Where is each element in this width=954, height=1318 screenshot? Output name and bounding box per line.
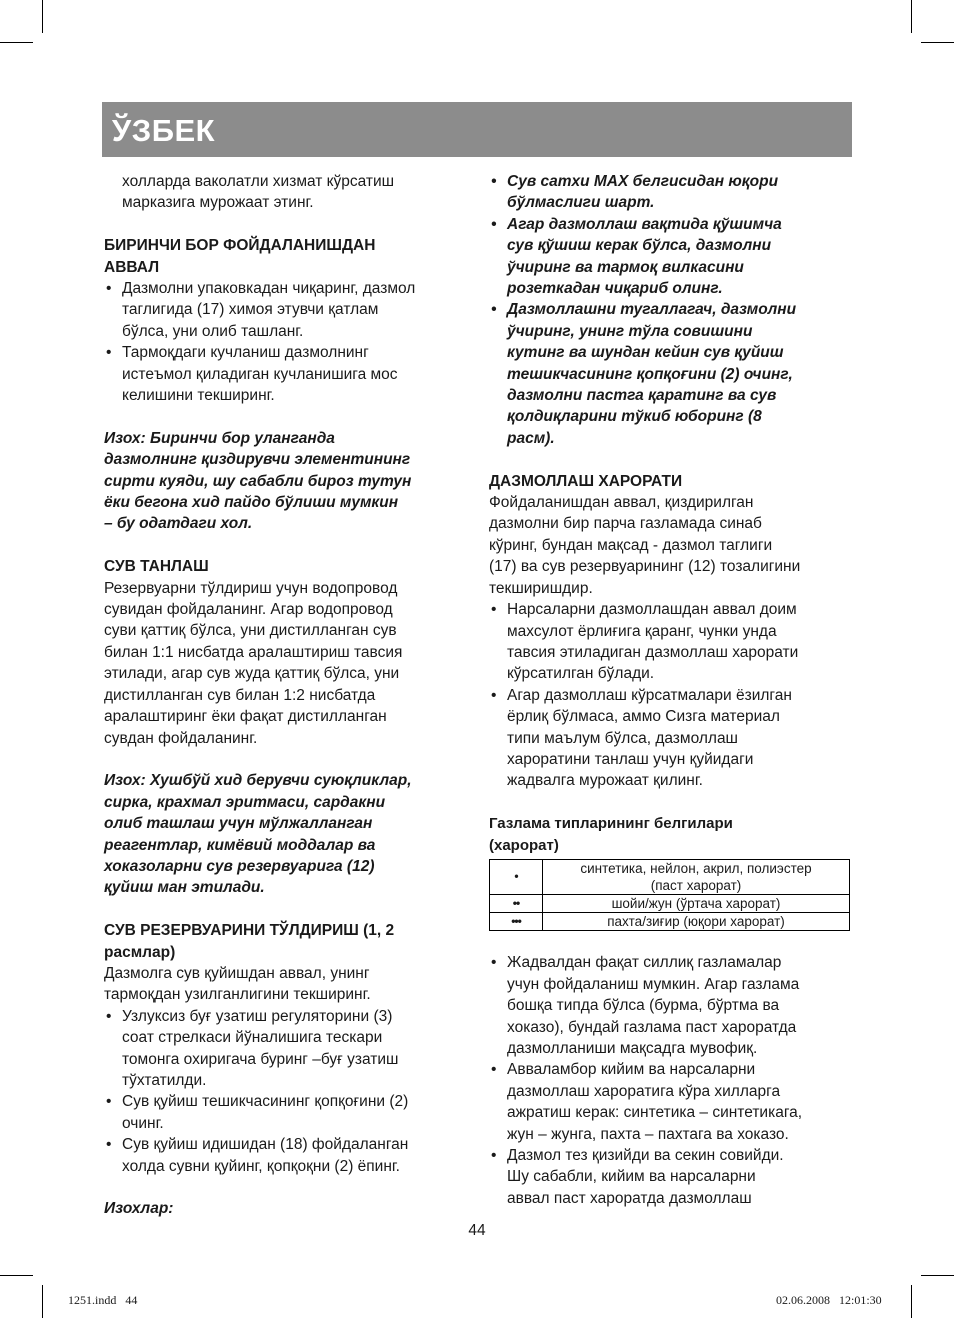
- crop-mark: [0, 42, 33, 43]
- temperature-list: [489, 599, 853, 792]
- page-number: 44: [468, 1222, 486, 1239]
- water-choice-text: Резервуарни тўлдириш учун водопровод сувидан фойдаланинг. Агар водопровод суви қаттиқ бўлса, уни дистилланган сув билан 1:1 нисбатда аралаштириш тавсия этилади, агар сув жуда қаттиқ бўлса, уни дистилланган сув билан 1:2 нисбатда аралаштиринг ёки фақат дистилланган сувдан фойдаланинг.: [104, 579, 403, 747]
- temperature-text: Фойдаланишдан аввал, қиздирилган дазмолни бир парча газламада синаб кўринг, бундан мақсад - дазмол таглиги (17) ва сув резервуарининг (12) тозалигини текширишдир.: [489, 494, 801, 597]
- first-use-heading: БИРИНЧИ БОР ФОЙДАЛАНИШДАН АВВАЛ: [104, 237, 376, 276]
- list-item: • Дазмолни упаковкадан чиқаринг, дазмол таглигида (17) химоя этувчи қатлам бўлса, уни олиб ташланг.: [104, 278, 464, 342]
- crop-mark: [0, 1275, 33, 1276]
- fabric-table: [489, 859, 850, 931]
- list-item: • Жадвалдан фақат силлиқ газламалар учун фойдаланиш мумкин. Агар газлама бошқа типда бўлса (бурма, бўртма ва хоказо), бундай газлама паст хароратда дазмолланиши мақсадга мувофиқ.: [489, 952, 853, 1059]
- fabric-cell: шойи/жун (ўртача харорат): [543, 894, 850, 912]
- list-item: • Авваламбор кийим ва нарсаларни дазмоллаш хароратига кўра хилларга ажратиш керак: синтетика – синтетикага, жун – жунга, пахта – пахтага ва хоказо.: [489, 1059, 853, 1145]
- language-title: ЎЗБЕК: [112, 113, 216, 148]
- list-item: • Дазмоллашни тугаллагач, дазмолни ўчиринг, унинг тўла совишини кутинг ва шундан кейин сув қуйиш тешикчасининг қопқоғини (2) очинг, дазмолни пастга қаратинг ва сув қолдиқларини тўкиб юборинг (8 расм).: [489, 299, 853, 449]
- notes-list: [489, 171, 853, 449]
- table-row: [490, 912, 850, 930]
- water-choice-heading: СУВ ТАНЛАШ: [104, 558, 209, 576]
- list-item: • Агар дазмоллаш вақтида қўшимча сув қўшиш керак бўлса, дазмолни ўчиринг ва тармоқ вилкасини розеткадан чиқариб олинг.: [489, 214, 853, 300]
- temperature-heading: ДАЗМОЛЛАШ ХАРОРАТИ: [489, 472, 683, 490]
- list-item: • Сув қуйиш идишидан (18) фойдаланган холда сувни қуйинг, қопқоқни (2) ёпинг.: [104, 1134, 464, 1177]
- list-item: • Нарсаларни дазмоллашдан аввал доим махсулот ёрлиғига қаранг, чунки унда тавсия этиладиган дазмоллаш харорати кўрсатилган бўлади.: [489, 599, 853, 685]
- list-item: • Сув қуйиш тешикчасининг қопқоғини (2) очинг.: [104, 1091, 464, 1134]
- crop-mark: [42, 1285, 43, 1318]
- crop-mark: [42, 0, 43, 33]
- crop-mark: [921, 1275, 954, 1276]
- notes-label: Изохлар:: [104, 1200, 174, 1218]
- fabric-heading: Газлама типларининг белгилари (харорат): [489, 815, 733, 854]
- fabric-cell: синтетика, нейлон, акрил, полиэстер (паст харорат): [543, 859, 850, 894]
- fabric-list: [489, 952, 853, 1209]
- fill-heading: СУВ РЕЗЕРВУАРИНИ ТЎЛДИРИШ (1, 2 расмлар): [104, 922, 395, 961]
- fill-text: Дазмолга сув қуйишдан аввал, унинг тармоқдан узилганлигини текширинг.: [104, 964, 371, 1004]
- first-use-note: Изох: Биринчи бор уланганда дазмолнинг қиздирувчи элементининг сирти куяди, шу сабабли бироз тутун ёки бегона хид пайдо бўлиши мумкин – бу одатдаги хол.: [104, 429, 412, 533]
- list-item: • Узлуксиз буғ узатиш регуляторини (3) соат стрелкаси йўналишига тескари томонга охиригача буринг –буғ узатиш тўхтатилди.: [104, 1006, 464, 1092]
- temperature-symbol: •: [490, 859, 543, 894]
- language-header-bar: [102, 102, 852, 157]
- footer-timestamp: 02.06.2008 12:01:30: [776, 1293, 882, 1307]
- temperature-symbol: •••: [490, 912, 543, 930]
- water-choice-note: Изох: Хушбўй хид берувчи суюқликлар, сирка, крахмал эритмаси, сардакни олиб ташлаш учун мўлжалланган реагентлар, кимёвий моддалар ва хоказоларни сув резервуарига (12) қуйиш ман этилади.: [104, 772, 412, 897]
- list-item: • Дазмол тез қизийди ва секин совийди. Шу сабабли, кийим ва нарсаларни аввал паст хароратда дазмоллаш: [489, 1145, 853, 1209]
- crop-mark: [911, 1285, 912, 1318]
- list-item: • Сув сатхи MAX белгисидан юқори бўлмаслиги шарт.: [489, 171, 853, 214]
- temperature-symbol: ••: [490, 894, 543, 912]
- fabric-cell: пахта/зиғир (юқори харорат): [543, 912, 850, 930]
- list-item: • Агар дазмоллаш кўрсатмалари ёзилган ёрлиқ бўлмаса, аммо Сизга материал типи маълум бўлса, дазмоллаш хароратини танлаш учун қуйидаги жадвалга мурожаат қилинг.: [489, 685, 853, 792]
- table-row: [490, 859, 850, 894]
- fill-list: [104, 1006, 464, 1177]
- intro-text: холларда ваколатли хизмат кўрсатиш марказига мурожаат этинг.: [122, 173, 395, 212]
- crop-mark: [921, 42, 954, 43]
- list-item: • Тармоқдаги кучланиш дазмолнинг истеъмол қиладиган кучланишига мос келишини текширинг.: [104, 342, 464, 406]
- right-column: [489, 171, 853, 1209]
- left-column: [104, 171, 464, 1220]
- footer-file-name: 1251.indd 44: [68, 1293, 138, 1307]
- table-row: [490, 894, 850, 912]
- first-use-list: [104, 278, 464, 406]
- crop-mark: [911, 0, 912, 33]
